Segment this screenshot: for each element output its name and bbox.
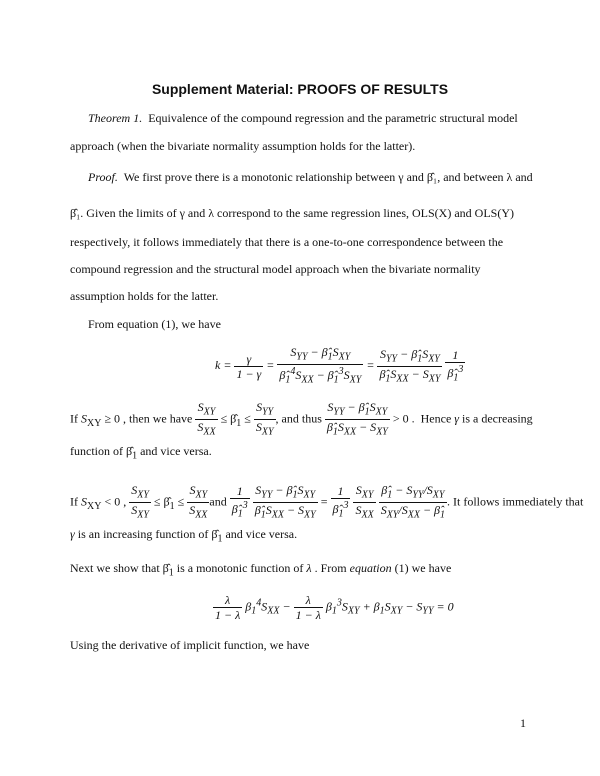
theorem-line-1 (88, 111, 518, 126)
implicit-text: Using the derivative of implicit function, we have (70, 638, 310, 652)
proof-text-1: We first prove there is a monotonic relationship between γ and β̂₁, and between λ and (123, 170, 533, 184)
next-text: Next we show that $\betâ_1$ is a monotonic function of λ . From equation (1) we have (70, 561, 452, 579)
proof-line-3: respectively, it follows immediately that there is a one-to-one correspondence between the (70, 235, 504, 249)
equation-k: k = $\frac{\gamma}{1 - \gamma}$ = $\frac{S_{YY} - \betâ_1S_{XY}}{\betâ_1^4S_{XX} - \betâ_1^3S_{XY}}$ = $\frac{S_{YY} - \betâ_1S_{XY}}{\betâ_1S_{XX} - S_{XY}}$ $\frac{1}{\betâ_1^3}$ (215, 345, 464, 386)
case1-line-1: If $S_{XY} \ge 0$ , then we have $\frac{S_{XY}}{S_{XX}}$ ≤ $\betâ_1$ ≤ $\frac{S_{YY}}{S_{XY}}$ , and thus $\frac{S_{YY} - \betâ_1S_{XY}}{\betâ_1S_{XX} - S_{XY}}$ > 0 . Hence γ is a decreasing (70, 400, 533, 438)
page-title: Supplement Material: PROOFS OF RESULTS (151, 81, 449, 97)
proof-line-5: assumption holds for the latter. (70, 289, 219, 303)
from-equation-text: From equation (1), we have (88, 317, 221, 331)
theorem-label: Theorem 1. (88, 111, 143, 125)
proof-line-1 (88, 170, 533, 185)
theorem-line-2: approach (when the bivariate normality assumption holds for the latter). (70, 139, 416, 153)
page-number: 1 (520, 716, 526, 730)
case1-line-2: function of $\betâ_1$ and vice versa. (70, 444, 212, 462)
proof-label: Proof. (88, 170, 118, 184)
proof-line-2: β̂₁. Given the limits of γ and λ correspond to the same regression lines, OLS(X) and OLS(Y) (70, 206, 514, 220)
case2-line-2: γ is an increasing function of $\betâ_1$ and vice versa. (70, 527, 298, 545)
case2-line-1: If $S_{XY} < 0$ , $\frac{S_{XY}}{S_{XY}}$ ≤ $\betâ_1$ ≤ $\frac{S_{XY}}{S_{XX}}$ and $\frac{1}{\betâ_1^3}$ $\frac{S_{YY} - \betâ_1S_{XY}}{\betâ_1S_{XX} - S_{XY}}$ = $\frac{1}{\betâ_1^3}$ $\frac{S_{XY}}{S_{XX}}$ $\frac{\betâ_1 - S_{YY}/S_{XY}}{S_{XY}/S_{XX} - \betâ_1}$ . It follows immediately that (70, 483, 584, 521)
proof-line-4: compound regression and the structural model approach when the bivariate normality (70, 262, 481, 276)
equation-lambda: $\frac{\lambda}{1 - \lambda}$ $\beta_1^4S_{XX}$ − $\frac{\lambda}{1 - \lambda}$ $\beta_1^3S_{XY} + \beta_1S_{XY} - S_{YY} = 0$ (215, 593, 454, 622)
theorem-text-1: Equivalence of the compound regression and the parametric structural model (148, 111, 518, 125)
